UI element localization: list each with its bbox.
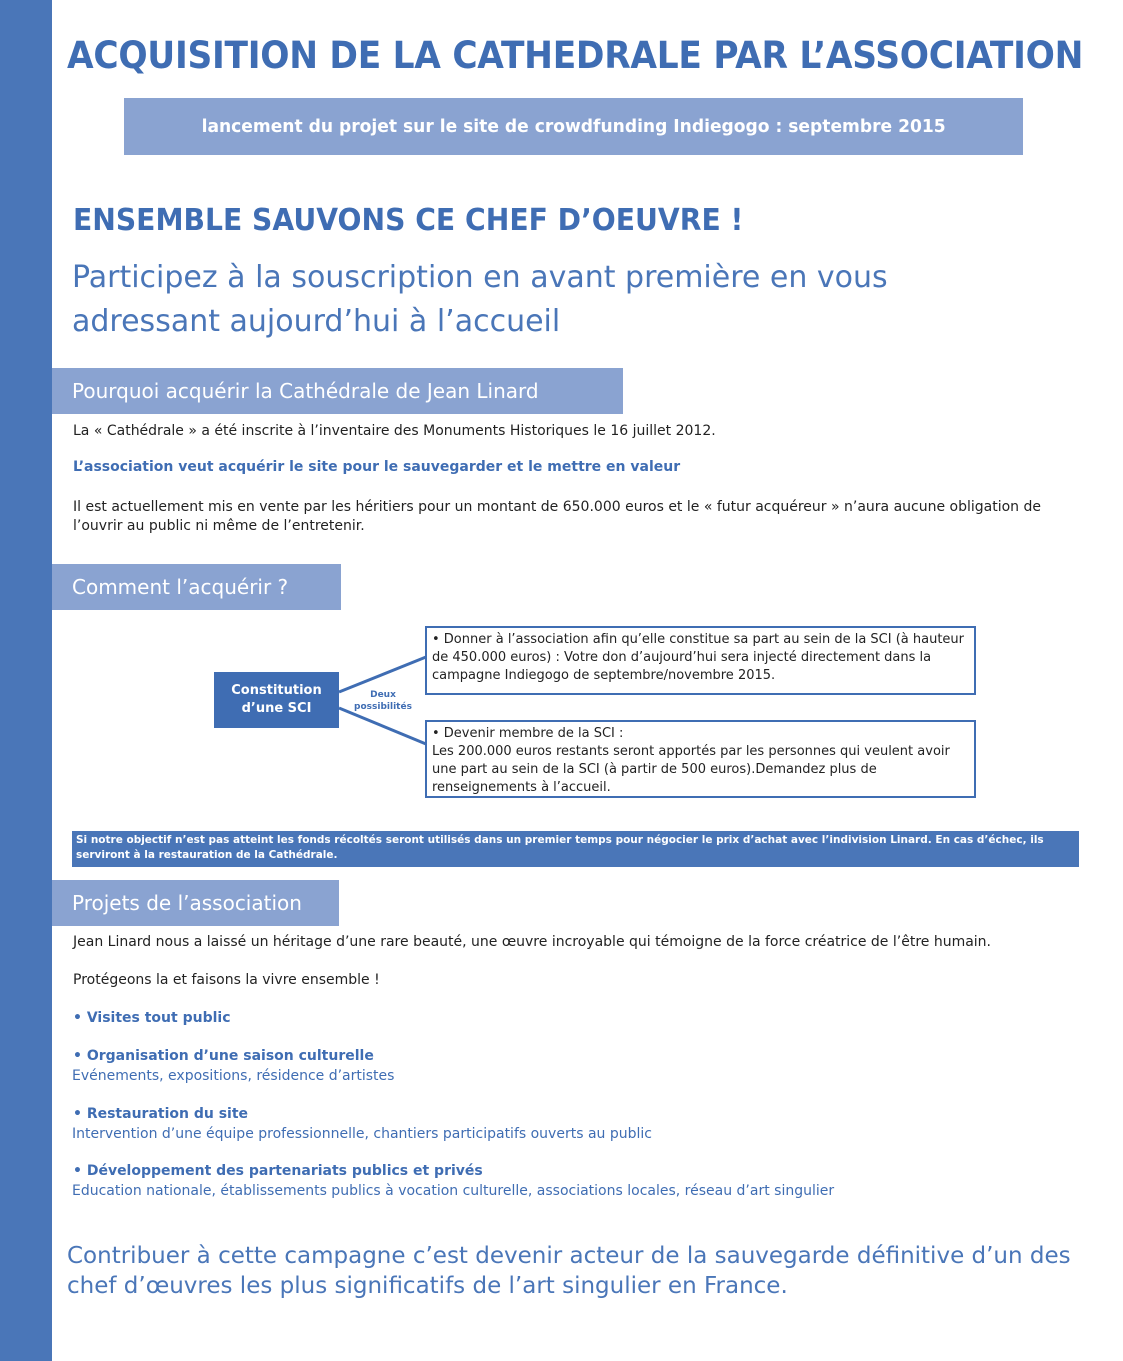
connector-line-option-2	[339, 708, 426, 744]
option-2-body: Les 200.000 euros restants seront apportés par les personnes qui veulent avoir une part au sein de la SCI (à partir de 500 euros).Demandez plus de renseignements à l’accueil.	[432, 744, 950, 795]
option-box-1	[425, 626, 976, 695]
projects-paragraph-2: Protégeons la et faisons la vivre ensemble !	[73, 972, 380, 988]
project-item-1-title: • Visites tout public	[73, 1010, 231, 1026]
option-box-2	[425, 720, 976, 798]
launch-banner	[124, 98, 1023, 155]
connector-line-option-1	[339, 657, 426, 692]
closing-statement: Contribuer à cette campagne c’est devenir acteur de la sauvegarde définitive d’un des chef d’œuvres les plus significatifs de l’art singulier en France.	[67, 1243, 1071, 1299]
fallback-note-banner: Si notre objectif n’est pas atteint les fonds récoltés seront utilisés dans un premier temps pour négocier le prix d’achat avec l’indivision Linard. En cas d’échec, ils serviront à la restauration de la Cathédrale.	[72, 831, 1079, 867]
project-item-4-title: • Développement des partenariats publics et privés	[73, 1163, 483, 1179]
launch-banner-text: lancement du projet sur le site de crowdfunding Indiegogo : septembre 2015	[201, 116, 946, 137]
why-paragraph-2: L’association veut acquérir le site pour le sauvegarder et le mettre en valeur	[73, 459, 681, 475]
page-title: ACQUISITION DE LA CATHEDRALE PAR L’ASSOCIATION	[67, 34, 1084, 77]
project-item-3-detail: Intervention d’une équipe professionnelle, chantiers participatifs ouverts au public	[72, 1126, 652, 1142]
why-paragraph-1: La « Cathédrale » a été inscrite à l’inventaire des Monuments Historiques le 16 juillet 2012.	[73, 423, 716, 439]
invite-text: Participez à la souscription en avant première en vous adressant aujourd’hui à l’accueil	[72, 260, 888, 339]
project-item-2-title: • Organisation d’une saison culturelle	[73, 1048, 374, 1064]
option-2-title: • Devenir membre de la SCI :	[432, 726, 624, 741]
project-item-4-detail: Education nationale, établissements publics à vocation culturelle, associations locales, réseau d’art singulier	[72, 1183, 835, 1199]
sci-box: Constitution d’une SCI	[214, 672, 339, 728]
section-header-projects: Projets de l’association	[52, 880, 339, 926]
subtitle: ENSEMBLE SAUVONS CE CHEF D’OEUVRE !	[73, 203, 744, 238]
why-paragraph-3: Il est actuellement mis en vente par les héritiers pour un montant de 650.000 euros et le « futur acquéreur » n’aura aucune obligation de l’ouvrir au public ni même de l’entretenir.	[73, 499, 1042, 534]
two-options-label: Deux possibilités	[354, 690, 412, 712]
projects-paragraph-1: Jean Linard nous a laissé un héritage d’une rare beauté, une œuvre incroyable qui témoigne de la force créatrice de l’être humain.	[73, 934, 992, 950]
section-header-why: Pourquoi acquérir la Cathédrale de Jean Linard	[52, 368, 623, 414]
section-header-how: Comment l’acquérir ?	[52, 564, 341, 610]
left-accent-bar	[0, 0, 52, 1361]
project-item-3-title: • Restauration du site	[73, 1106, 249, 1122]
project-item-2-detail: Evénements, expositions, résidence d’artistes	[72, 1068, 395, 1084]
option-1-text: • Donner à l’association afin qu’elle constitue sa part au sein de la SCI (à hauteur de 450.000 euros) : Votre don d’aujourd’hui sera injecté directement dans la campagne Indiegogo de septembre/novembre 2015.	[432, 632, 965, 683]
